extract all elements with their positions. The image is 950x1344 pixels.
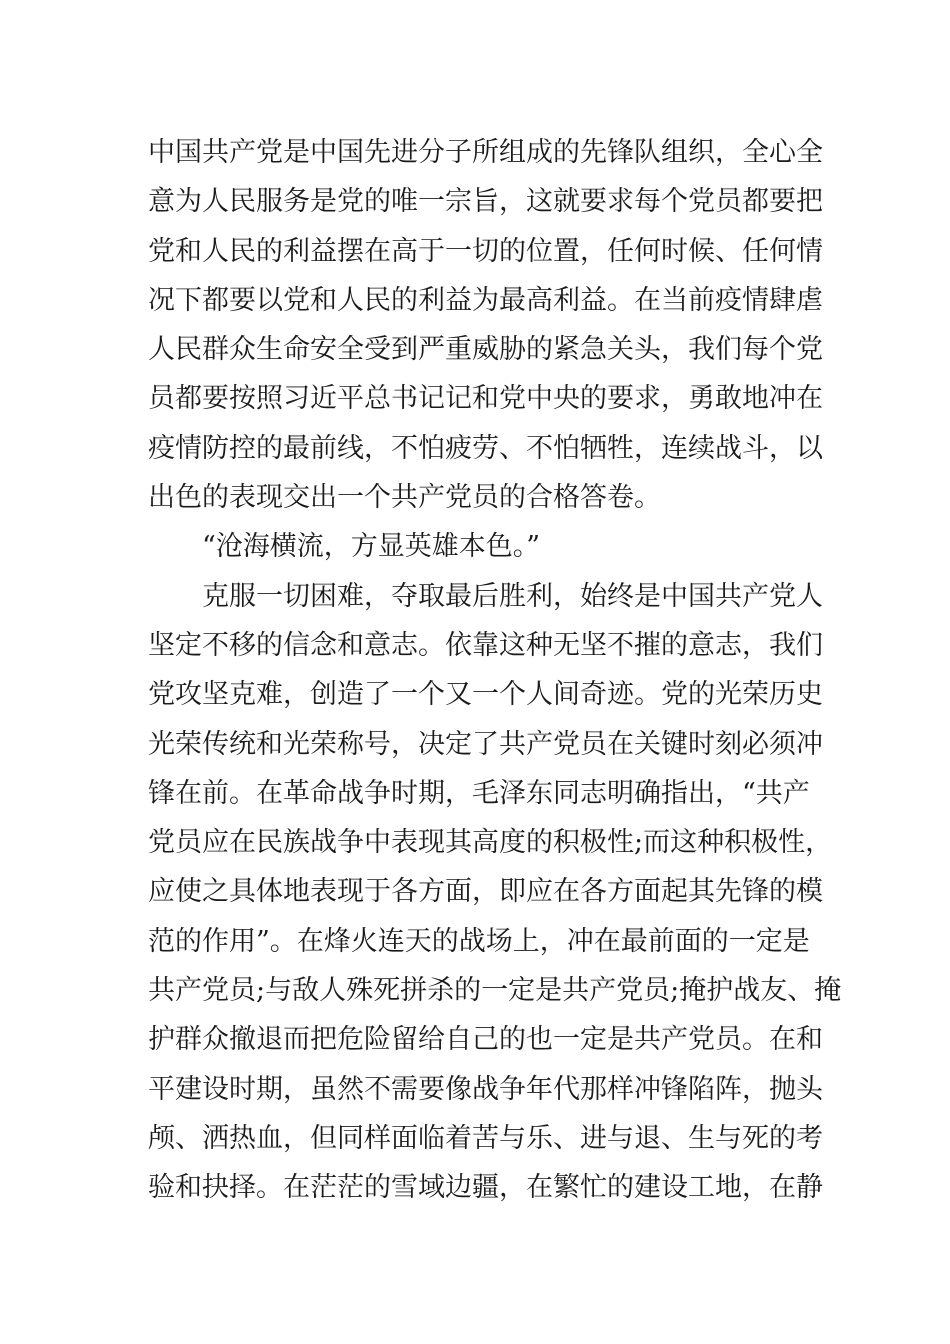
quote-line: “沧海横流，方显英雄本色。” <box>202 531 541 563</box>
text-line: 人民群众生命安全受到严重威胁的紧急关头，我们每个党 <box>148 334 823 366</box>
text-line: 克服一切困难，夺取最后胜利，始终是中国共产党人 <box>202 580 823 612</box>
text-line: 中国共产党是中国先进分子所组成的先锋队组织，全心全 <box>148 137 823 168</box>
text-line: 光荣传统和光荣称号，决定了共产党员在关键时刻必须冲 <box>148 728 823 760</box>
text-line: 护群众撤退而把危险留给自己的也一定是共产党员。在和 <box>148 1024 823 1056</box>
text-line: 况下都要以党和人民的利益为最高利益。在当前疫情肆虐 <box>148 284 823 316</box>
text-line: 党攻坚克难，创造了一个又一个人间奇迹。党的光荣历史 <box>148 679 823 711</box>
text-line: 员都要按照习近平总书记记和党中央的要求，勇敢地冲在 <box>148 383 823 415</box>
text-line: 出色的表现交出一个共产党员的合格答卷。 <box>148 482 661 514</box>
text-line: 颅、洒热血，但同样面临着苦与乐、进与退、生与死的考 <box>148 1122 823 1154</box>
text-line: 坚定不移的信念和意志。依靠这种无坚不摧的意志，我们 <box>148 629 823 661</box>
text-line: 范的作用”。在烽火连天的战场上，冲在最前面的一定是 <box>148 925 810 957</box>
text-line: 锋在前。在革命战争时期，毛泽东同志明确指出，“共产 <box>148 777 810 809</box>
text-line: 疫情防控的最前线，不怕疲劳、不怕牺牲，连续战斗，以 <box>148 432 823 464</box>
text-line: 验和抉择。在茫茫的雪域边疆，在繁忙的建设工地，在静 <box>148 1172 823 1204</box>
text-line: 党和人民的利益摆在高于一切的位置，任何时候、任何情 <box>148 235 823 267</box>
text-line: 党员应在民族战争中表现其高度的积极性;而这种积极性， <box>148 827 833 859</box>
body-text <box>148 128 842 1213</box>
text-line: 共产党员;与敌人殊死拼杀的一定是共产党员;掩护战友、掩 <box>148 975 842 1007</box>
text-line: 应使之具体地表现于各方面，即应在各方面起其先锋的模 <box>148 876 823 908</box>
text-line: 平建设时期，虽然不需要像战争年代那样冲锋陷阵，抛头 <box>148 1073 823 1105</box>
text-line: 意为人民服务是党的唯一宗旨，这就要求每个党员都要把 <box>148 186 823 218</box>
